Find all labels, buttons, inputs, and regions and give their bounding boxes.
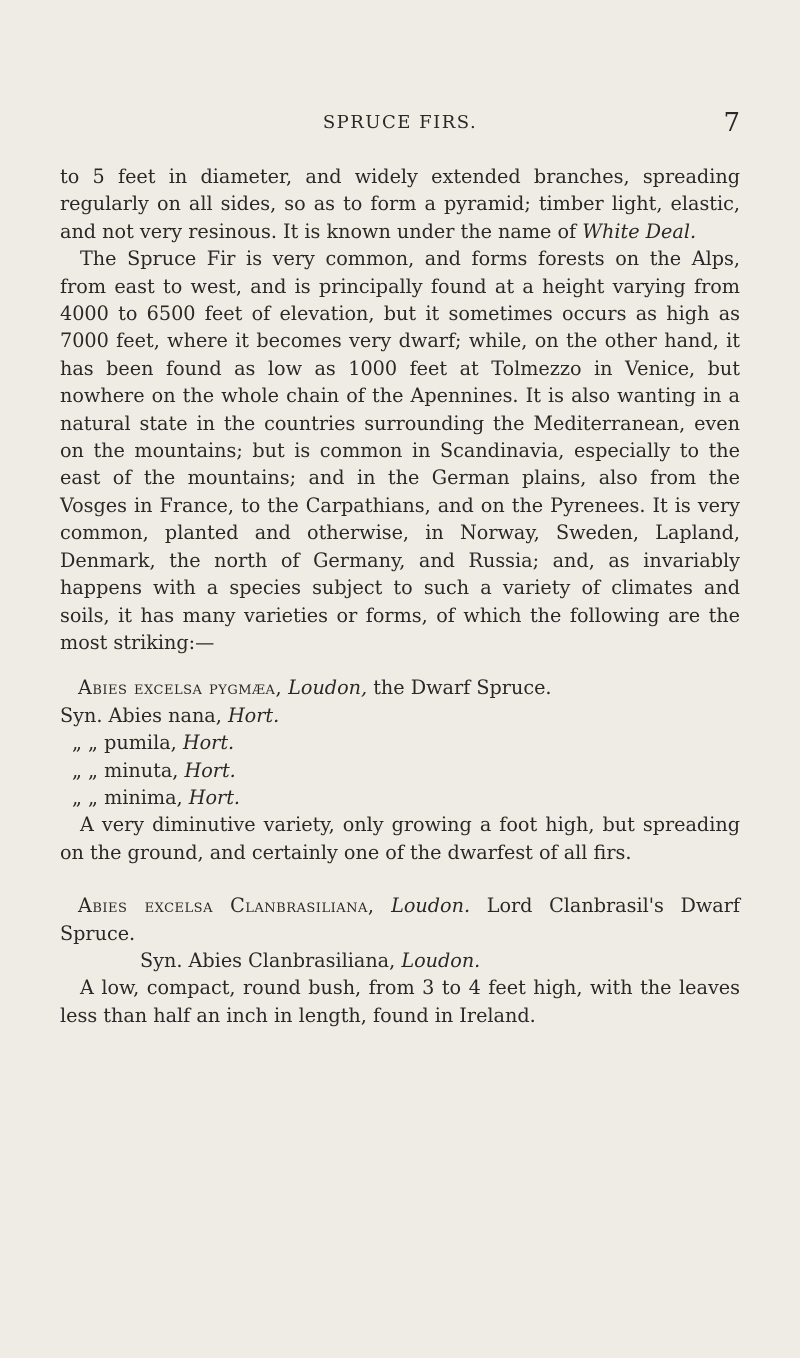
synonym-epithet: minima,: [104, 785, 183, 809]
variety-name: Abies excelsa pygmæa,: [78, 676, 283, 700]
synonym-author: Hort.: [184, 758, 236, 782]
synonym-author: Hort.: [227, 703, 280, 727]
variety-description: A very diminutive variety, only growing a foot high, but spreading on the ground, and certainly one of the dwarfest of all firs.: [60, 813, 740, 864]
synonym-author: Loudon.: [401, 948, 481, 972]
variety-author: Loudon,: [288, 676, 368, 700]
synonym-line: [60, 702, 740, 729]
synonym-list: [60, 702, 740, 812]
synonym-epithet: minuta,: [104, 758, 179, 782]
synonym-prefix: „ „: [72, 758, 98, 782]
trade-name: White Deal.: [582, 219, 697, 243]
synonym-author: Hort.: [188, 785, 241, 809]
synonym-author: Hort.: [182, 731, 235, 755]
synonym-epithet: nana,: [168, 703, 222, 727]
running-head: [60, 108, 740, 140]
synonym-line: [60, 729, 740, 756]
variety-heading: [60, 892, 740, 947]
body-text: [60, 163, 740, 1029]
page-number: 7: [723, 108, 740, 138]
variety-author: Loudon.: [391, 894, 471, 918]
synonym-line: [60, 757, 740, 784]
paragraph-distribution: The Spruce Fir is very common, and forms forests on the Alps, from east to west, and is principally found at a height varying from 4000 to 6500 feet of elevation, but it sometimes occurs as high as 7000 feet, where it becomes very dwarf; while, on the other hand, it has been found as low as 1000 feet at Tolmezzo in Venice, but nowhere on the whole chain of the Apennines. It is also wanting in a natural state in the countries surrounding the Mediterranean, even on the mountains; but is common in Scandinavia, especially to the east of the mountains; and in the German plains, also from the Vosges in France, to the Carpathians, and on the Pyrenees. It is very common, planted and otherwise, in Norway, Sweden, Lapland, Denmark, the north of Germany, and Russia; and, as invariably happens with a species subject to such a variety of climates and soils, it has many varieties or forms, of which the following are the most striking:—: [60, 247, 740, 654]
synonym-prefix: Syn. Abies: [60, 703, 163, 727]
synonym-prefix: Syn. Abies Clanbrasiliana,: [140, 948, 396, 972]
paragraph-text: to 5 feet in diameter, and widely extended branches, spreading regularly on all sides, so as to form a pyramid; timber light, elastic, and not very resinous. It is known under the name of: [60, 165, 740, 243]
variety-description: A low, compact, round bush, from 3 to 4 feet high, with the leaves less than half an inch in length, found in Ireland.: [60, 976, 740, 1027]
synonym-prefix: „ „: [72, 785, 98, 809]
variety-heading: [60, 674, 740, 701]
synonym-prefix: „ „: [72, 731, 98, 755]
variety-name: Abies excelsa Clanbrasiliana,: [78, 894, 375, 918]
variety-common-name: Lord Clanbrasil's Dwarf Spruce.: [60, 894, 740, 945]
variety-common-name: the Dwarf Spruce.: [373, 676, 552, 700]
paragraph-continued: [60, 163, 740, 245]
synonym-line: [140, 947, 740, 974]
synonym-epithet: pumila,: [104, 731, 177, 755]
synonym-line: [60, 784, 740, 811]
running-title: SPRUCE FIRS.: [322, 112, 478, 133]
